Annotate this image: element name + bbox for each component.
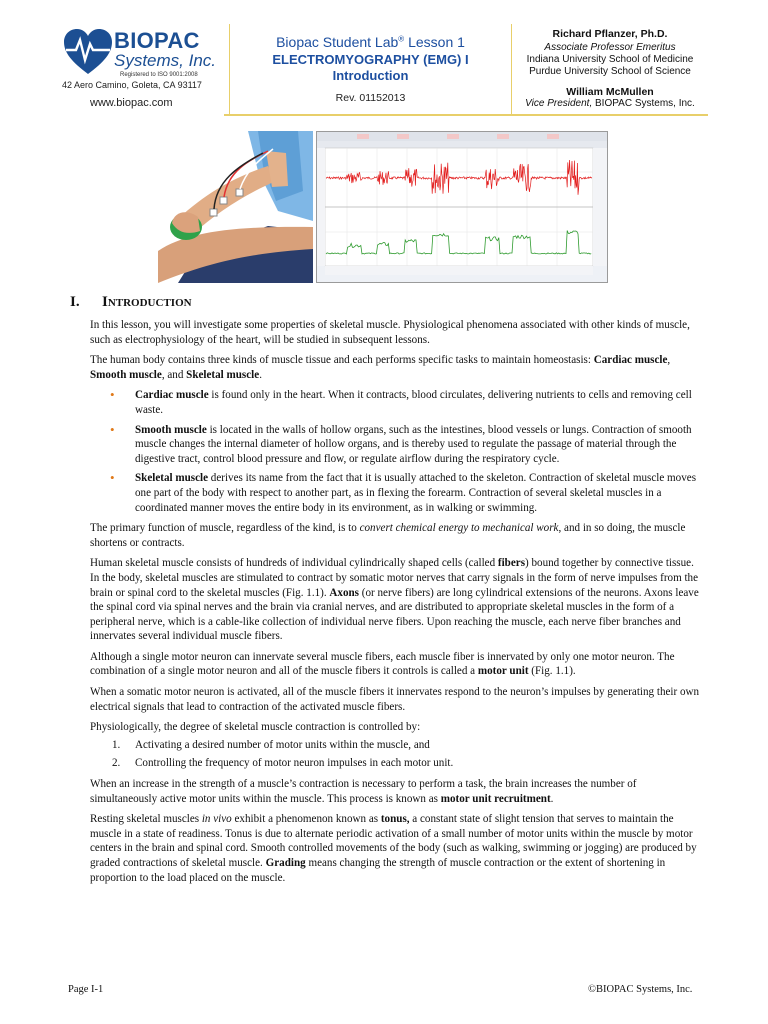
paragraph-tonus: Resting skeletal muscles in vivo exhibit a phenomenon known as tonus, a constant state of slight tension that serves to maintain the muscle in a state of readiness. Tonus is due to alternate periodic activation of a small number of motor units within the muscle by motor centers in the brain and spinal cord. Smooth controlled movements of the body (such as walking, swimming or jogging) are produced by graded contractions of skeletal muscle. Grading means changing the strength of muscle contraction or the extent of shortening in proportion to the load placed on the muscle.	[90, 813, 697, 884]
paragraph-muscle-kinds: The human body contains three kinds of muscle tissue and each performs specific tasks to maintain homeostasis: Cardiac muscle, Smooth muscle, and Skeletal muscle.	[90, 354, 671, 381]
author1-affiliation-1: Indiana University School of Medicine	[526, 54, 694, 65]
lesson-title-block	[229, 24, 512, 114]
emg-recording-screenshot	[316, 131, 608, 283]
lesson-body	[90, 318, 700, 891]
company-address: 42 Aero Camino, Goleta, CA 93117	[62, 80, 202, 90]
section-number: I.	[70, 294, 80, 310]
company-website[interactable]: www.biopac.com	[90, 97, 173, 109]
paragraph-control: Physiologically, the degree of skeletal muscle contraction is controlled by:	[90, 721, 421, 734]
list-item-smooth: • Smooth muscle is located in the walls of hollow organs, such as the intestines, blood vessels or lungs. Contraction of smooth muscle changes the internal diameter of hollow organs, and is thereby used to regulate the passage of material through the digestive tract, control blood pressure and flow, or regulate airflow during the respiratory cycle.	[110, 423, 700, 467]
lab-title: Biopac Student Lab® Lesson 1	[276, 34, 465, 50]
author1-name: Richard Pflanzer, Ph.D.	[552, 28, 668, 40]
list-item-skeletal: • Skeletal muscle derives its name from the fact that it is usually attached to the skeleton. Contraction of skeletal muscle moves one part of the body with respect to another part, as in flexing the forearm. Contraction of several skeletal muscles in a coordinated manner moves the entire body in its environment, as in walking or swimming.	[110, 471, 700, 515]
list-item-2: 2. Controlling the frequency of motor neuron impulses in each motor unit.	[112, 757, 454, 770]
control-list	[112, 738, 700, 771]
copyright: ©BIOPAC Systems, Inc.	[588, 984, 693, 995]
list-item-1: 1. Activating a desired number of motor units within the muscle, and	[112, 738, 430, 751]
author2-name: William McMullen	[566, 86, 654, 98]
arm-with-electrodes-illustration	[158, 131, 313, 283]
lesson-subtitle: Introduction	[332, 68, 409, 83]
biopac-logo	[62, 26, 222, 80]
paragraph-motor-neuron: When a somatic motor neuron is activated, all of the muscle fibers it innervates respond to the neuron’s impulses by generating their own electrical signals that lead to contraction of the activated muscle fibers.	[90, 686, 700, 713]
page-number: Page I-1	[68, 984, 104, 995]
logo-subtitle: Systems, Inc.	[114, 51, 217, 70]
page-header	[0, 0, 768, 120]
lesson-title: ELECTROMYOGRAPHY (EMG) I	[272, 52, 469, 67]
paragraph-motor-unit: Although a single motor neuron can innervate several muscle fibers, each muscle fiber is innervated by only one motor neuron. The combination of a single motor neuron and all of the muscle fibers it controls is called a motor unit (Fig. 1.1).	[90, 650, 675, 678]
author1-affiliation-2: Purdue University School of Science	[529, 66, 691, 77]
paragraph-intro: In this lesson, you will investigate some properties of skeletal muscle. Physiological phenomena associated with other kinds of muscle, such as electrophysiology of the heart, will be studied in subsequent lessons.	[90, 319, 690, 346]
author2-title: Vice President, BIOPAC Systems, Inc.	[525, 98, 695, 109]
paragraph-primary-function: The primary function of muscle, regardless of the kind, is to convert chemical energy to mechanical work, and in so doing, the muscle shortens or contracts.	[90, 522, 686, 549]
emg-chart	[317, 132, 607, 282]
section-heading	[70, 294, 192, 311]
biopac-heart-icon	[62, 26, 114, 78]
logo-iso-note: Registered to ISO 9001:2008	[120, 72, 198, 78]
logo-wordmark: BIOPAC	[114, 28, 200, 53]
muscle-types-list	[110, 388, 700, 515]
header-rule	[224, 114, 708, 116]
section-title: Introduction	[102, 294, 192, 310]
paragraph-skeletal-fibers: Human skeletal muscle consists of hundreds of individual cylindrically shaped cells (called fibers) bound together by connective tissue. In the body, skeletal muscles are stimulated to contract by somatic motor nerves that carry signals in the form of nerve impulses from the brain or spinal cord to the skeletal muscles (Fig. 1.1). Axons (or nerve fibers) are long cylindrical extensions of the neurons. Axons leave the spinal cord via spinal nerves and the brain via cranial nerves, and are distributed to appropriate skeletal muscles in the form of a peripheral nerve, which is a cable-like collection of individual nerve fibers. Upon reaching the muscle, each nerve fiber branches and innervates several individual muscle fibers.	[90, 557, 699, 643]
authors-block	[512, 28, 708, 110]
revision-label: Rev. 01152013	[335, 92, 406, 104]
paragraph-recruitment: When an increase in the strength of a muscle’s contraction is necessary to perform a task, the brain increases the number of simultaneously active motor units within the muscle. This process is known as motor unit recruitment.	[90, 778, 637, 805]
subject-arm-photo	[158, 131, 313, 283]
author1-title: Associate Professor Emeritus	[544, 42, 676, 53]
list-item-cardiac: • Cardiac muscle is found only in the heart. When it contracts, blood circulates, delivering nutrients to cells and removing cell waste.	[110, 388, 700, 417]
